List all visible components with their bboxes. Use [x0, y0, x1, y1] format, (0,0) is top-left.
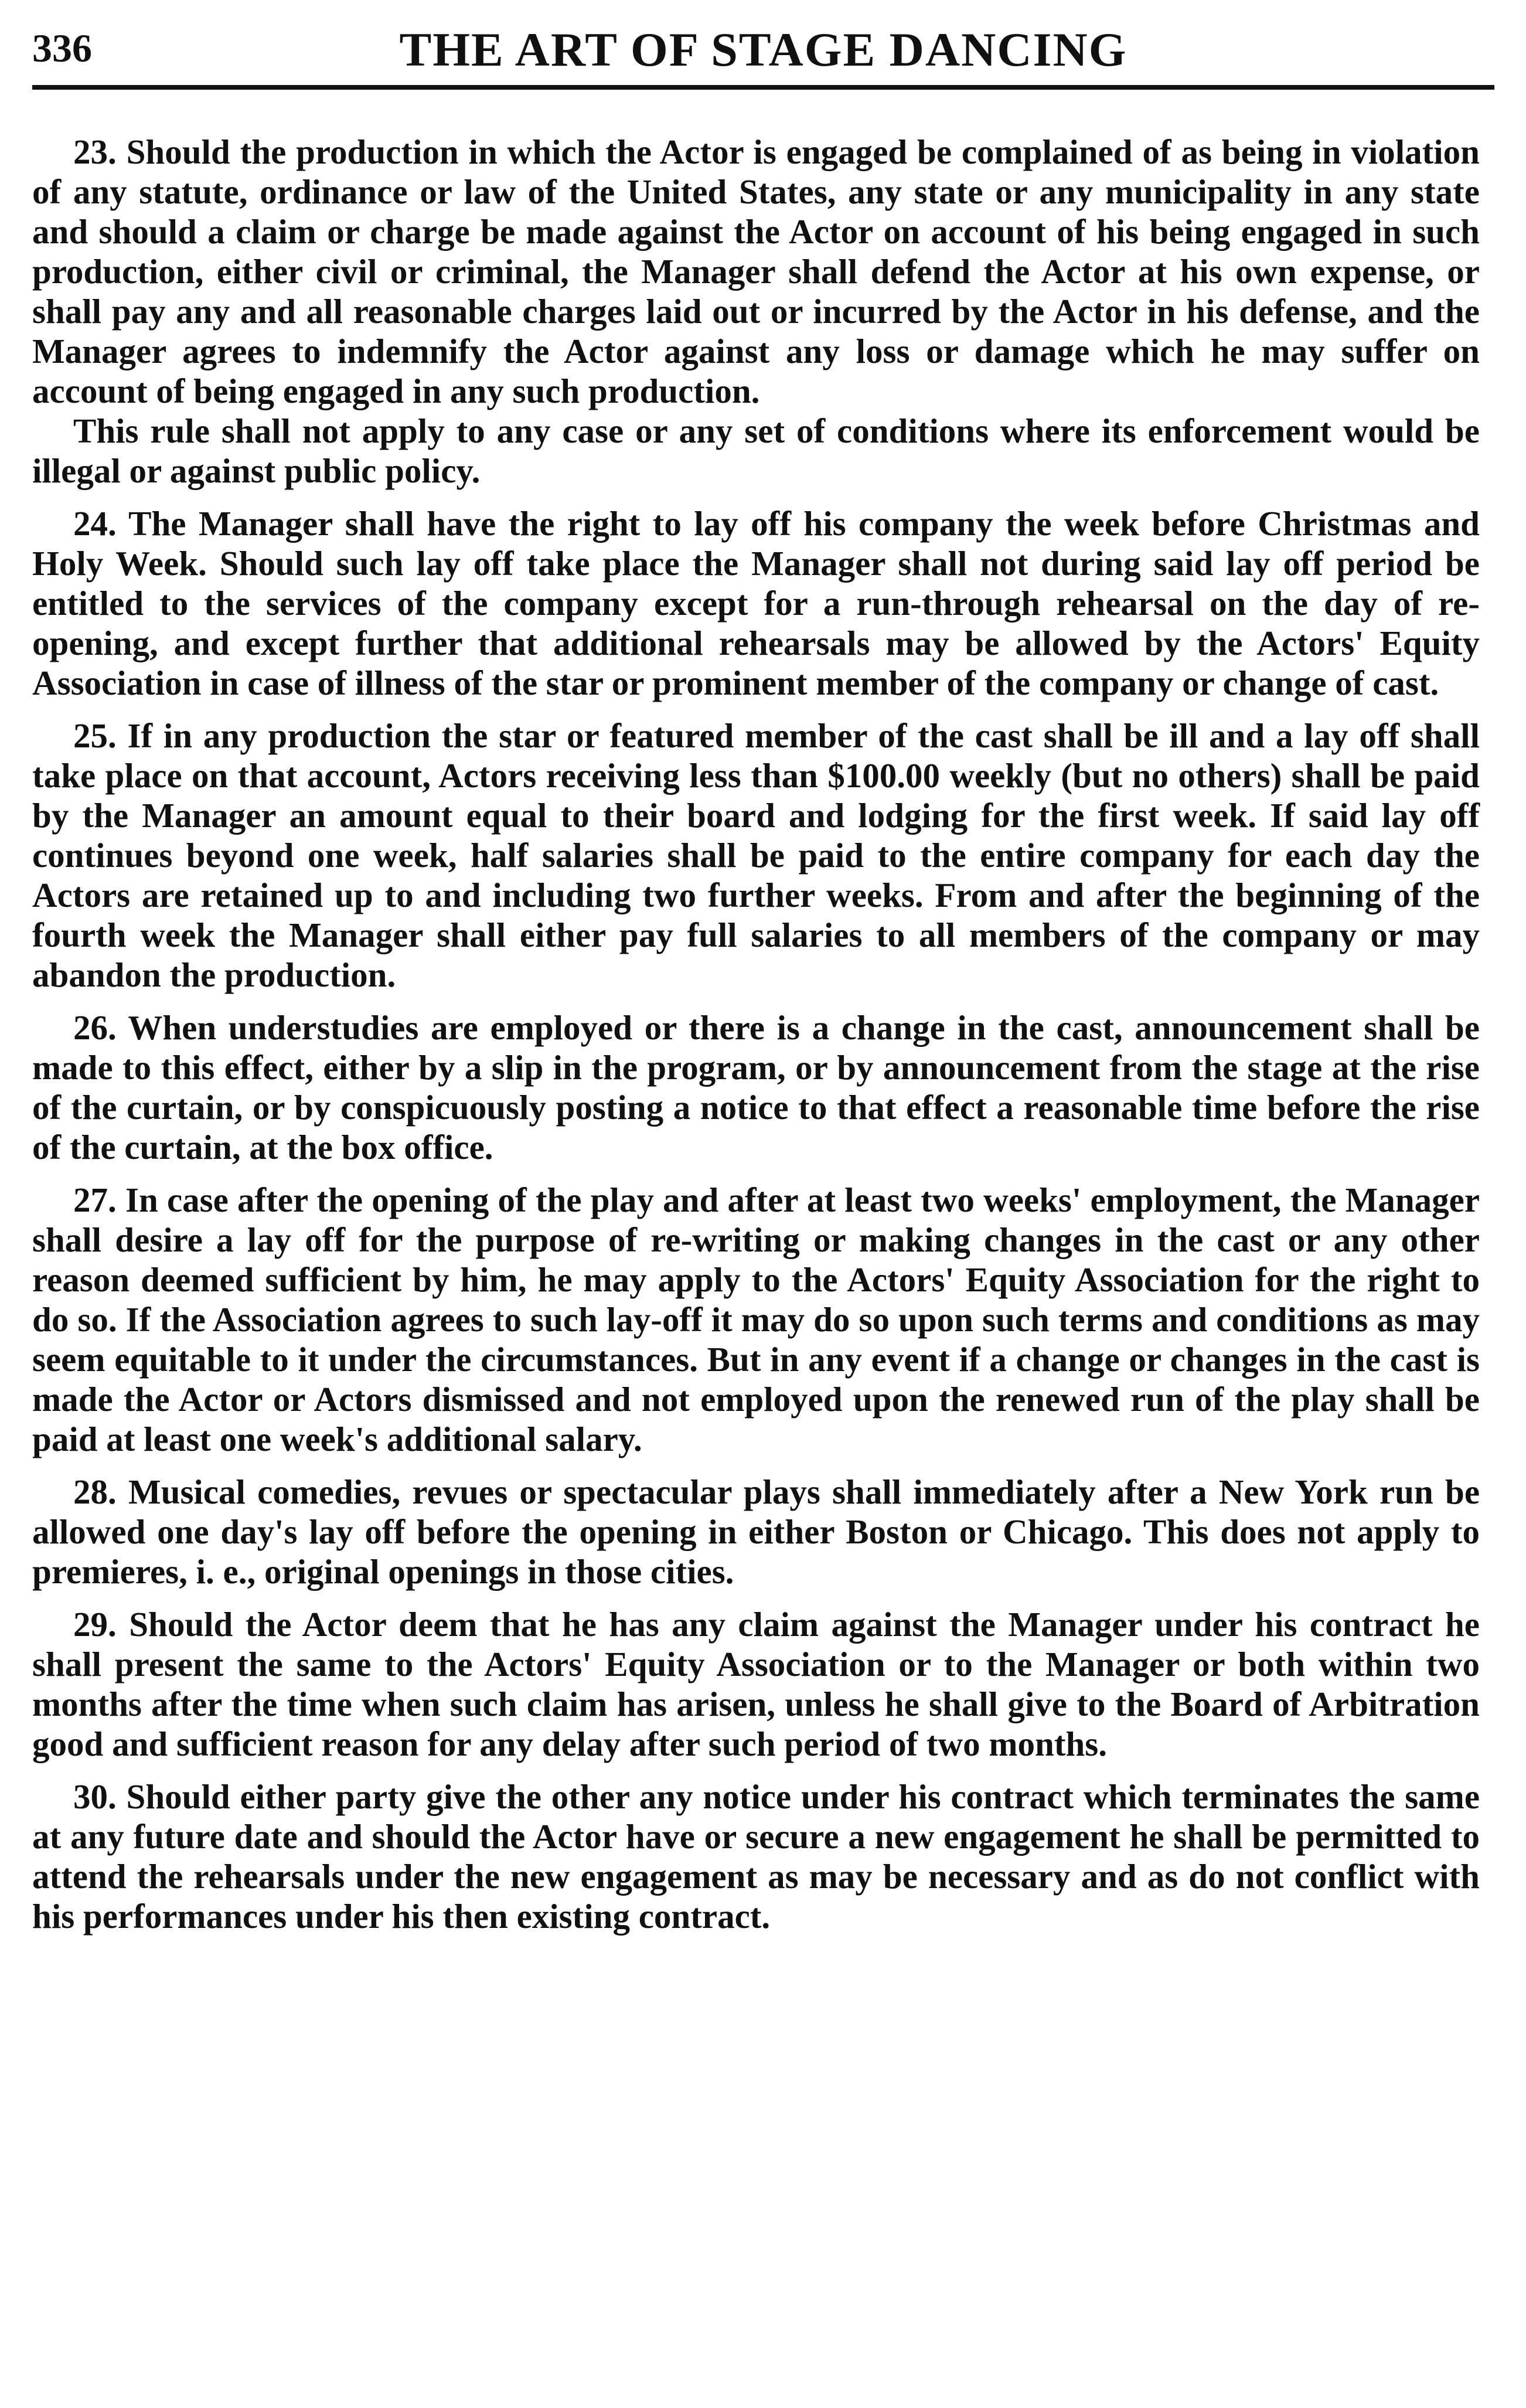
paragraph-text: This rule shall not apply to any case or any set of conditions where its enforcement would be illegal or against public policy.	[32, 411, 1480, 490]
paragraph-number: 24.	[73, 504, 117, 543]
paragraph-text: In case after the opening of the play and after at least two weeks' employment, the Manager shall desire a lay off for the purpose of re-writing or making changes in the cast or any other reason deemed sufficient by him, he may apply to the Actors' Equity Association for the right to do so. If the Association agrees to such lay-off it may do so upon such terms and conditions as may seem equitable to it under the circumstances. But in any event if a change or changes in the cast is made the Actor or Actors dismissed and not employed upon the renewed run of the play shall be paid at least one week's additional salary.	[32, 1181, 1480, 1458]
paragraph-text: If in any production the star or featured member of the cast shall be ill and a lay off shall take place on that account, Actors receiving less than $100.00 weekly (but no others) shall be paid by the Manager an amount equal to their board and lodging for the first week. If said lay off continues beyond one week, half salaries shall be paid to the entire company for each day the Actors are retained up to and including two further weeks. From and after the beginning of the fourth week the Manager shall either pay full salaries to all members of the company or may abandon the production.	[32, 716, 1480, 994]
paragraph-number: 28.	[73, 1472, 117, 1511]
paragraph-28	[32, 1472, 1480, 1591]
paragraph-number: 23.	[73, 132, 117, 171]
paragraph-number: 25.	[73, 716, 117, 755]
paragraph-text: The Manager shall have the right to lay off his company the week before Christmas and Holy Week. Should such lay off take place the Manager shall not during said lay off period be entitled to the services of the company except for a run-through rehearsal on the day of re-opening, and except further that additional rehearsals may be allowed by the Actors' Equity Association in case of illness of the star or prominent member of the company or change of cast.	[32, 504, 1480, 702]
paragraph-26	[32, 1008, 1480, 1167]
paragraph-text: When understudies are employed or there is a change in the cast, announcement shall be made to this effect, either by a slip in the program, or by announcement from the stage at the rise of the curtain, or by conspicuously posting a notice to that effect a reasonable time before the rise of the curtain, at the box office.	[32, 1008, 1480, 1166]
running-title: THE ART OF STAGE DANCING	[399, 23, 1128, 76]
paragraph-text: Should the Actor deem that he has any claim against the Manager under his contract he shall present the same to the Actors' Equity Association or to the Manager or both within two months after the time when such claim has arisen, unless he shall give to the Board of Arbitration good and sufficient reason for any delay after such period of two months.	[32, 1605, 1480, 1763]
paragraph-30	[32, 1777, 1480, 1936]
paragraph-text: Should the production in which the Actor is engaged be complained of as being in violation of any statute, ordinance or law of the United States, any state or any municipality in any state and should a claim or charge be made against the Actor on account of his being engaged in such production, either civil or criminal, the Manager shall defend the Actor at his own expense, or shall pay any and all reasonable charges laid out or incurred by the Actor in his defense, and the Manager agrees to indemnify the Actor against any loss or damage which he may suffer on account of being engaged in any such production.	[32, 132, 1480, 410]
paragraph-23	[32, 132, 1480, 411]
page-header	[32, 18, 1494, 82]
body-text	[32, 132, 1480, 1949]
page-number: 336	[32, 26, 92, 70]
paragraph-29	[32, 1604, 1480, 1764]
paragraph-number: 27.	[73, 1181, 117, 1219]
paragraph-number: 29.	[73, 1605, 117, 1644]
paragraph-text: Musical comedies, revues or spectacular plays shall immediately after a New York run be allowed one day's lay off before the opening in either Boston or Chicago. This does not apply to premieres, i. e., original openings in those cities.	[32, 1472, 1480, 1591]
paragraph-23-continuation	[32, 411, 1480, 491]
paragraph-number: 26.	[73, 1008, 117, 1047]
paragraph-number: 30.	[73, 1777, 117, 1816]
paragraph-text: Should either party give the other any notice under his contract which terminates the same at any future date and should the Actor have or secure a new engagement he shall be permitted to attend the rehearsals under the new engagement as may be necessary and as do not conflict with his performances under his then existing contract.	[32, 1777, 1480, 1936]
paragraph-25	[32, 716, 1480, 995]
paragraph-24	[32, 504, 1480, 703]
paragraph-27	[32, 1180, 1480, 1459]
header-rule	[32, 85, 1494, 90]
